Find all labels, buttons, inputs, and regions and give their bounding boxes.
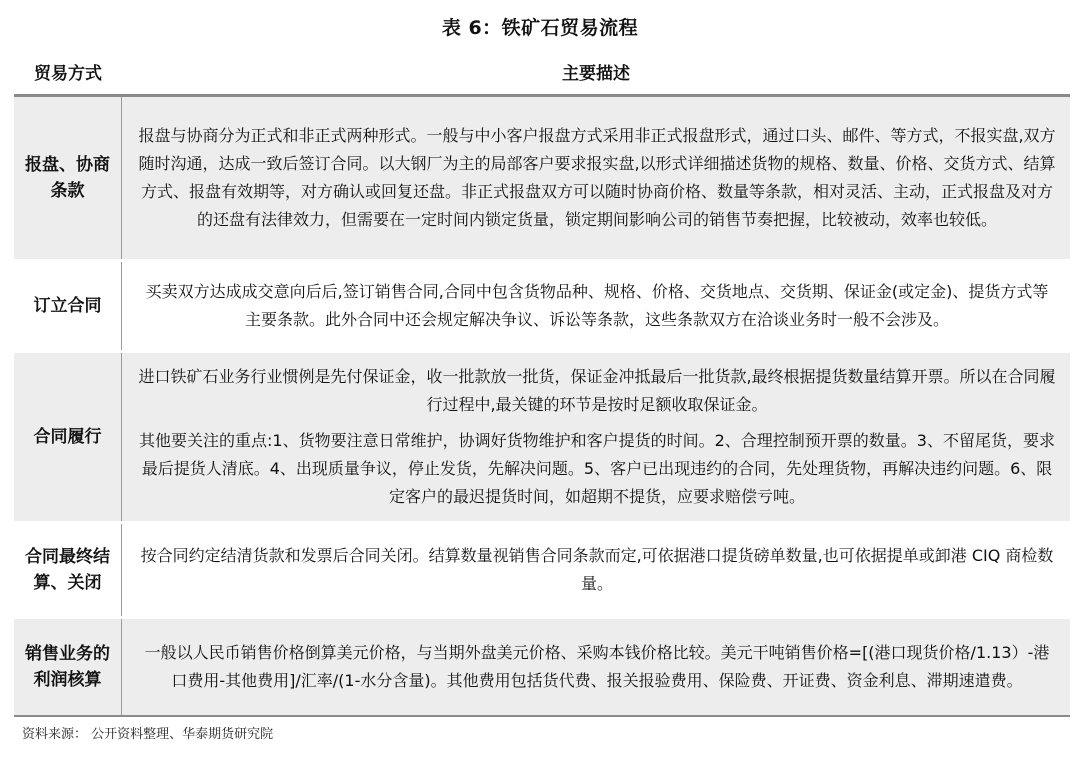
trade-process-table	[14, 48, 1070, 717]
row-label: 合同履行	[14, 353, 122, 521]
table-row-offer-negotiation	[14, 97, 1070, 259]
header-trade-method: 贸易方式	[34, 63, 102, 84]
row-label: 报盘、协商条款	[14, 97, 122, 259]
row-description	[122, 619, 1070, 715]
row-label: 订立合同	[14, 262, 122, 350]
row-description	[122, 353, 1070, 521]
description-paragraph: 一般以人民币销售价格倒算美元价格，与当期外盘美元价格、采购本钱价格比较。美元干吨销售价格=[(港口现货价格/1.13）-港口费用-其他费用]/汇率/(1-水分含量)。其他费用包括货代费、报关报验费用、保险费、开证费、资金利息、滞期速遣费。	[144, 643, 1050, 690]
table-header-row	[14, 48, 1070, 94]
row-description	[122, 262, 1070, 350]
row-description	[122, 524, 1070, 616]
description-paragraph: 买卖双方达成成交意向后后,签订销售合同,合同中包含货物品种、规格、价格、交货地点、交货期、保证金(或定金)、提货方式等主要条款。此外合同中还会规定解决争议、诉讼等条款，这些条款双方在洽谈业务时一般不会涉及。	[145, 282, 1049, 329]
row-description	[122, 97, 1070, 259]
header-main-description: 主要描述	[562, 63, 630, 84]
description-paragraph: 报盘与协商分为正式和非正式两种形式。一般与中小客户报盘方式采用非正式报盘形式，通过口头、邮件、等方式，不报实盘,双方随时沟通，达成一致后签订合同。以大钢厂为主的局部客户要求报实盘,以形式详细描述货物的规格、数量、价格、交货方式、结算方式、报盘有效期等，对方确认或回复还盘。非正式报盘双方可以随时协商价格、数量等条款，相对灵活、主动，正式报盘及对方的还盘有法律效力，但需要在一定时间内锁定货量，锁定期间影响公司的销售节奏把握，比较被动，效率也较低。	[138, 126, 1056, 229]
table-title: 表 6：铁矿石贸易流程	[441, 17, 639, 39]
table-row-contract-performance	[14, 353, 1070, 521]
description-paragraph: 按合同约定结清货款和发票后合同关闭。结算数量视销售合同条款而定,可依据港口提货磅单数量,也可依据提单或卸港 CIQ 商检数量。	[140, 546, 1054, 593]
description-paragraph: 进口铁矿石业务行业惯例是先付保证金，收一批款放一批货，保证金冲抵最后一批货款,最终根据提货数量结算开票。所以在合同履行过程中,最关键的环节是按时足额收取保证金。	[138, 367, 1056, 414]
row-label: 合同最终结算、关闭	[14, 524, 122, 616]
table-row-sign-contract	[14, 262, 1070, 350]
table-bottom-rule	[14, 715, 1070, 717]
table-row-profit-accounting	[14, 619, 1070, 715]
table-row-final-settlement	[14, 524, 1070, 616]
source-note: 资料来源： 公开资料整理、华泰期货研究院	[22, 727, 274, 742]
row-label: 销售业务的利润核算	[14, 619, 122, 715]
description-paragraph: 其他要关注的重点:1、货物要注意日常维护，协调好货物维护和客户提货的时间。2、合理控制预开票的数量。3、不留尾货，要求最后提货人清底。4、出现质量争议，停止发货，先解决问题。5、客户已出现违约的合同，先处理货物，再解决违约问题。6、限定客户的最迟提货时间，如超期不提货，应要求赔偿亏吨。	[139, 431, 1055, 506]
